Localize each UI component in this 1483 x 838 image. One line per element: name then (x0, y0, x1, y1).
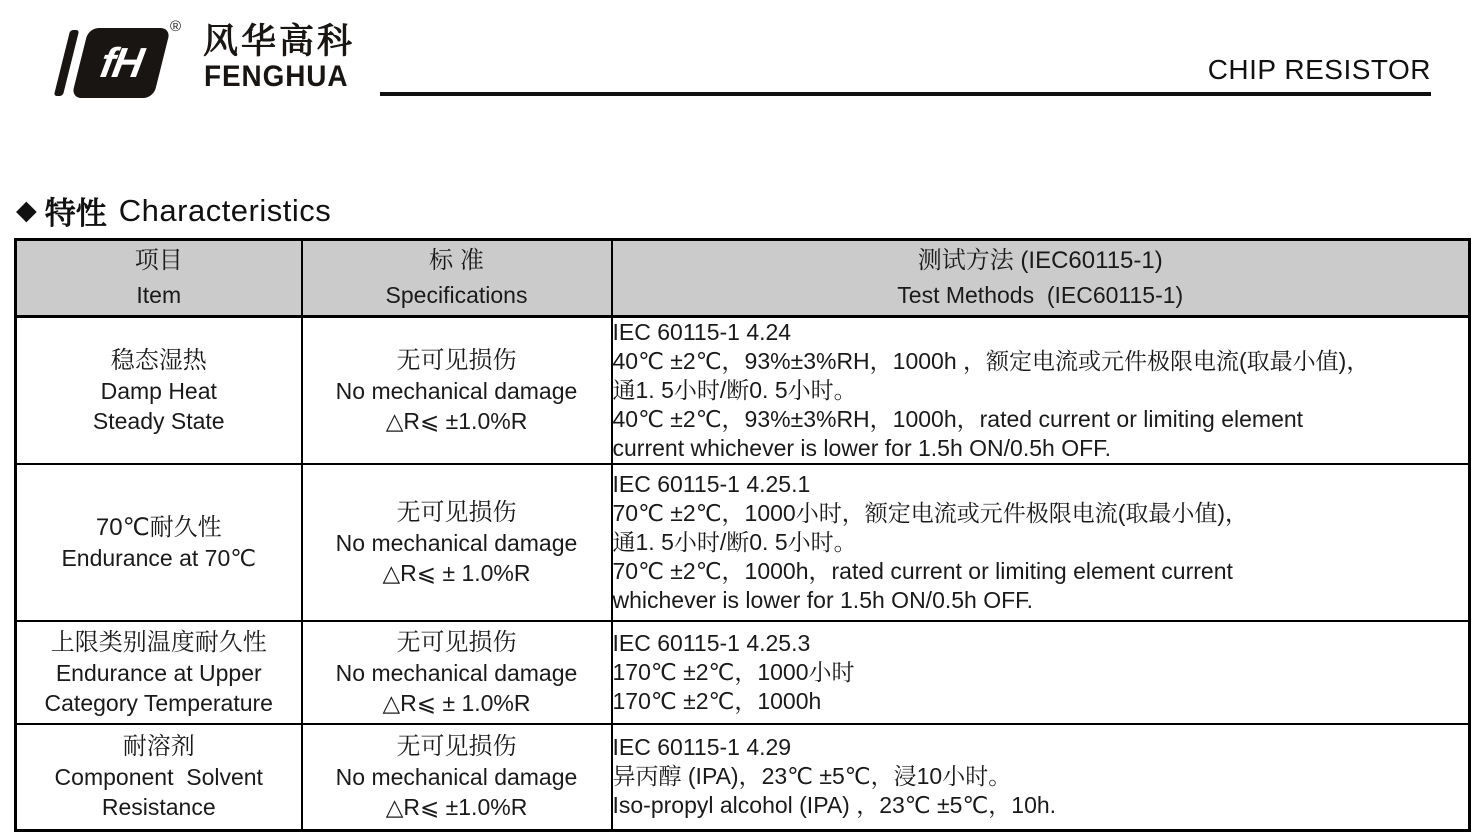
spec-line: 无可见损伤 (396, 733, 517, 761)
method-line: 70℃ ±2℃，1000h，rated current or limiting element current (612, 558, 1233, 584)
method-line: IEC 60115-1 4.25.1 (612, 471, 811, 497)
diamond-bullet-icon: ◆ (16, 195, 37, 225)
spec-line: No mechanical damage (335, 660, 578, 686)
column-header-specifications (302, 240, 612, 317)
column-header-item-en: Item (136, 282, 182, 308)
method-line: 通1. 5小时/断0. 5小时。 (612, 377, 857, 403)
column-header-specifications-cn: 标 准 (429, 247, 484, 274)
spec-cell (302, 317, 612, 465)
brand-name-english: FENGHUA (204, 60, 349, 93)
item-line: Component Solvent (54, 764, 263, 791)
spec-line: No mechanical damage (335, 530, 578, 556)
spec-line: △R⩽ ± 1.0%R (382, 690, 531, 716)
item-line: 稳态湿热 (110, 347, 207, 374)
method-cell (612, 621, 1470, 724)
fenghua-logo-letters: fH (96, 39, 146, 86)
method-line: 异丙醇 (IPA)，23℃ ±5℃，浸10小时。 (612, 763, 1012, 790)
characteristics-table (14, 238, 1471, 832)
section-title-english: Characteristics (118, 192, 332, 228)
item-line: Damp Heat (100, 378, 217, 404)
method-cell (612, 464, 1470, 621)
column-header-test-methods-en: Test Methods (IEC60115-1) (897, 282, 1184, 308)
spec-line: △R⩽ ±1.0%R (385, 794, 528, 821)
header-divider (380, 92, 1431, 96)
column-header-item-cn: 项目 (134, 247, 183, 274)
table-header-row (16, 240, 1470, 317)
method-line: 40℃ ±2℃，93%±3%RH，1000h ，额定电流或元件极限电流(取最小值)， (612, 348, 1370, 374)
document-title: CHIP RESISTOR (1207, 54, 1431, 85)
item-cell (16, 317, 302, 465)
column-header-test-methods (612, 240, 1470, 317)
method-line: IEC 60115-1 4.29 (612, 734, 792, 761)
column-header-specifications-en: Specifications (385, 282, 528, 308)
spec-line: △R⩽ ± 1.0%R (382, 560, 531, 586)
spec-cell (302, 621, 612, 724)
item-line: Steady State (92, 408, 225, 434)
method-line: IEC 60115-1 4.24 (612, 319, 792, 345)
fenghua-logo-mark-icon (71, 28, 170, 98)
spec-cell (302, 724, 612, 830)
method-line: 170℃ ±2℃，1000h (612, 688, 822, 714)
item-line: Category Temperature (44, 690, 273, 716)
spec-cell (302, 464, 612, 621)
registered-trademark-icon: ® (170, 18, 182, 35)
method-cell (612, 724, 1470, 830)
item-line: 耐溶剂 (122, 733, 195, 761)
method-line: 通1. 5小时/断0. 5小时。 (612, 529, 857, 555)
table-row (16, 621, 1470, 724)
section-heading (16, 188, 331, 233)
method-line: 40℃ ±2℃，93%±3%RH，1000h，rated current or limiting element (612, 406, 1304, 432)
method-line: 70℃ ±2℃，1000小时，额定电流或元件极限电流(取最小值)， (612, 500, 1249, 526)
spec-line: No mechanical damage (335, 378, 578, 404)
method-line: IEC 60115-1 4.25.3 (612, 630, 811, 656)
spec-line: 无可见损伤 (396, 499, 517, 526)
method-line: current whichever is lower for 1.5h ON/0.5h OFF. (612, 435, 1112, 461)
item-line: Endurance at Upper (55, 660, 262, 686)
method-line: 170℃ ±2℃，1000小时 (612, 659, 855, 685)
item-cell (16, 621, 302, 724)
item-line: 70℃耐久性 (95, 514, 222, 541)
section-title-chinese: 特性 (44, 196, 107, 231)
column-header-test-methods-cn: 测试方法 (IEC60115-1) (917, 247, 1163, 274)
spec-line: 无可见损伤 (396, 347, 517, 374)
item-cell (16, 464, 302, 621)
spec-line: No mechanical damage (335, 764, 578, 791)
table-row (16, 317, 1470, 465)
column-header-item (16, 240, 302, 317)
item-cell (16, 724, 302, 830)
item-line: Endurance at 70℃ (61, 545, 257, 571)
spec-line: 无可见损伤 (396, 629, 517, 656)
brand-name-chinese: 风华高科 (203, 22, 356, 61)
table-row (16, 724, 1470, 830)
item-line: Resistance (101, 794, 216, 821)
table-row (16, 464, 1470, 621)
method-line: Iso-propyl alcohol (IPA) ，23℃ ±5℃，10h. (612, 792, 1057, 819)
method-cell (612, 317, 1470, 465)
spec-line: △R⩽ ±1.0%R (385, 408, 528, 434)
method-line: whichever is lower for 1.5h ON/0.5h OFF. (612, 587, 1034, 613)
item-line: 上限类别温度耐久性 (50, 629, 267, 656)
